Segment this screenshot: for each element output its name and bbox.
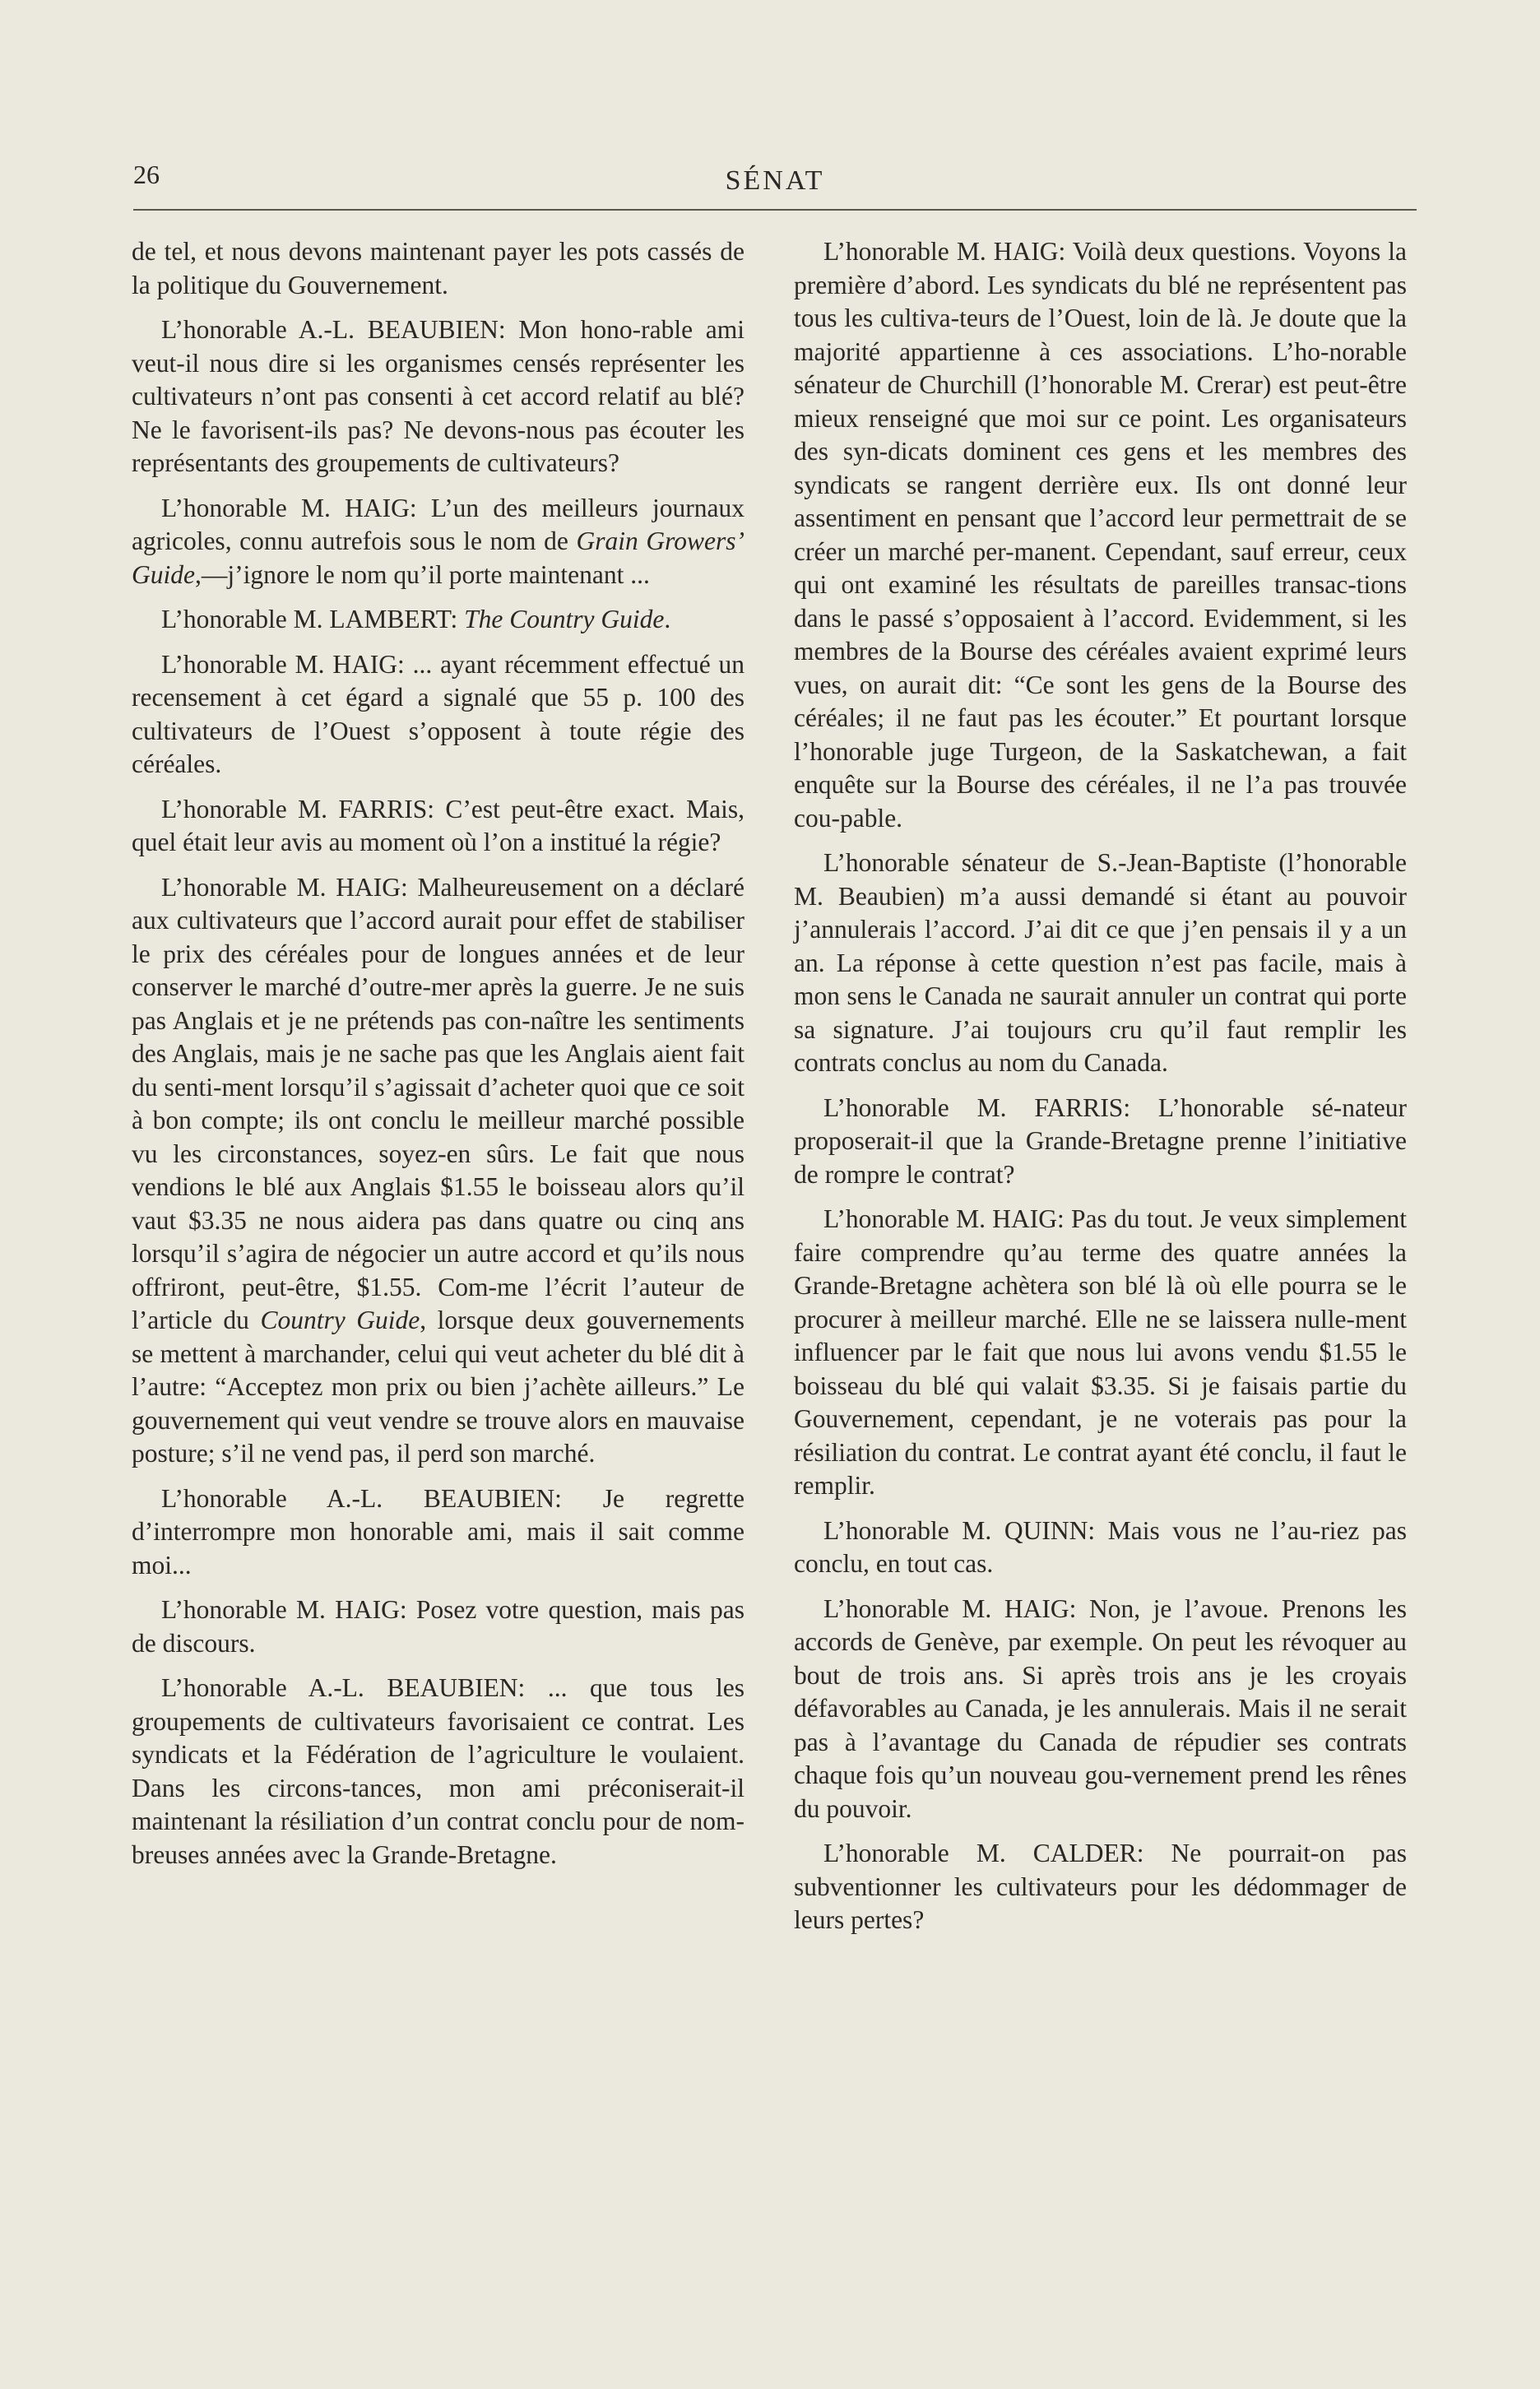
page-header: [133, 158, 1417, 206]
paragraph: L’honorable M. HAIG: Voilà deux questions. Voyons la première d’abord. Les syndicats du blé ne représentent pas tous les cultiva-teurs de l’Ouest, loin de là. Je doute que la majorité appartienne à ces associations. L’ho-norable sénateur de Churchill (l’honorable M. Crerar) est peut-être mieux renseigné que moi sur ce point. Les organisateurs des syn-dicats dominent ces gens et les membres des syndicats se rangent derrière eux. Ils ont donné leur assentiment en pensant que l’accord leur permettrait de se créer un marché per-manent. Cependant, sauf erreur, ceux qui ont examiné les résultats de pareilles transac-tions dans le passé s’opposaient à l’accord. Evidemment, si les membres de la Bourse des céréales avaient exprimé leurs vues, on aurait dit: “Ce sont les gens de la Bourse des céréales; il ne faut pas les écouter.” Et pourtant lorsque l’honorable juge Turgeon, de la Saskatchewan, a fait enquête sur la Bourse des céréales, il ne l’a pas trouvée cou-pable.: [794, 237, 1407, 833]
paragraph: L’honorable M. HAIG: ... ayant récemment effectué un recensement à cet égard a signalé que 55 p. 100 des cultivateurs de l’Ouest s’opposent à toute régie des céréales.: [132, 649, 744, 778]
paragraph: L’honorable M. HAIG: Non, je l’avoue. Prenons les accords de Genève, par exemple. On peut les révoquer au bout de trois ans. Si après trois ans je les croyais défavorables au Canada, je les annulerais. Mais il ne serait pas à l’avantage du Canada de répudier ses contrats chaque fois qu’un nouveau gou-vernement prend les rênes du pouvoir.: [794, 1593, 1407, 1823]
paragraph: L’honorable sénateur de S.-Jean-Baptiste (l’honorable M. Beaubien) m’a aussi demandé si étant au pouvoir j’annulerais l’accord. J’ai dit ce que j’en pensais il y a un an. La réponse à cette question n’est pas facile, mais à mon sens le Canada ne saurait annuler un contrat qui porte sa signature. J’ai toujours cru qu’il faut remplir les contrats conclus au nom du Canada.: [794, 848, 1407, 1077]
paragraph: L’honorable M. FARRIS: C’est peut-être exact. Mais, quel était leur avis au moment où l’on a institué la régie?: [132, 794, 744, 856]
right-column: [794, 235, 1407, 1949]
paragraph: L’honorable A.-L. BEAUBIEN: Je regrette d’interrompre mon honorable ami, mais il sait comme moi...: [132, 1483, 744, 1580]
paragraph: L’honorable M. HAIG: Posez votre question, mais pas de discours.: [132, 1595, 744, 1658]
paragraph: L’honorable M. QUINN: Mais vous ne l’au-riez pas conclu, en tout cas.: [794, 1515, 1407, 1578]
paragraph: L’honorable M. HAIG: Pas du tout. Je veux simplement faire comprendre qu’au terme des quatre années la Grande-Bretagne achètera son blé là où elle pourra se le procurer à meilleur marché. Elle ne se laissera nulle-ment influencer par le fait que nous lui avons vendu $1.55 le boisseau du blé qui valait $3.35. Si je faisais partie du Gouvernement, cependant, je ne voterais pas pour la résiliation du contrat. Le contrat ayant été conclu, il faut le remplir.: [794, 1204, 1407, 1500]
header-rule: [133, 209, 1417, 211]
paragraph: L’honorable M. LAMBERT: The Country Guide.: [161, 605, 671, 633]
paragraph: L’honorable A.-L. BEAUBIEN: Mon hono-rable ami veut-il nous dire si les organismes censés représenter les cultivateurs n’ont pas consenti à cet accord relatif au blé? Ne le favorisent-ils pas? Ne devons-nous pas écouter les représentants des groupements de cultivateurs?: [132, 315, 744, 477]
left-column: [132, 235, 744, 1883]
paragraph: L’honorable M. FARRIS: L’honorable sé-nateur proposerait-il que la Grande-Bretagne prenne l’initiative de rompre le contrat?: [794, 1092, 1407, 1189]
running-head: SÉNAT: [725, 165, 825, 196]
paragraph: L’honorable M. CALDER: Ne pourrait-on pas subventionner les cultivateurs pour les dédommager de leurs pertes?: [794, 1839, 1407, 1934]
paragraph: de tel, et nous devons maintenant payer les pots cassés de la politique du Gouvernement.: [132, 237, 744, 299]
paragraph: L’honorable M. HAIG: L’un des meilleurs journaux agricoles, connu autrefois sous le nom de Grain Growers’ Guide,—j’ignore le nom qu’il porte maintenant ...: [132, 493, 744, 589]
paragraph: L’honorable A.-L. BEAUBIEN: ... que tous les groupements de cultivateurs favorisaient ce contrat. Les syndicats et la Fédération de l’agriculture le voulaient. Dans les circons-tances, mon ami préconiserait-il maintenant la résiliation d’un contrat conclu pour de nom-breuses années avec la Grande-Bretagne.: [132, 1673, 744, 1869]
page-number: 26: [133, 160, 160, 189]
paragraph: L’honorable M. HAIG: Malheureusement on a déclaré aux cultivateurs que l’accord aurait pour effet de stabiliser le prix des céréales pour de longues années et de leur conserver le marché d’outre-mer après la guerre. Je ne suis pas Anglais et je ne prétends pas con-naître les sentiments des Anglais, mais je ne sache pas que les Anglais aient fait du senti-ment lorsqu’il s’agissait d’acheter quoi que ce soit à bon compte; ils ont conclu le meilleur marché possible vu les circonstances, soyez-en sûrs. Le fait que nous vendions le blé aux Anglais $1.55 le boisseau alors qu’il vaut $3.35 ne nous aidera pas dans quatre ou cinq ans lorsqu’il s’agira de négocier un autre accord et qu’ils nous offriront, peut-être, $1.55. Com-me l’écrit l’auteur de l’article du Country Guide, lorsque deux gouvernements se mettent à marchander, celui qui veut acheter du blé dit à l’autre: “Acceptez mon prix ou bien j’achète ailleurs.” Le gouvernement qui veut vendre se trouve alors en mauvaise posture; s’il ne vend pas, il perd son marché.: [132, 872, 745, 1468]
